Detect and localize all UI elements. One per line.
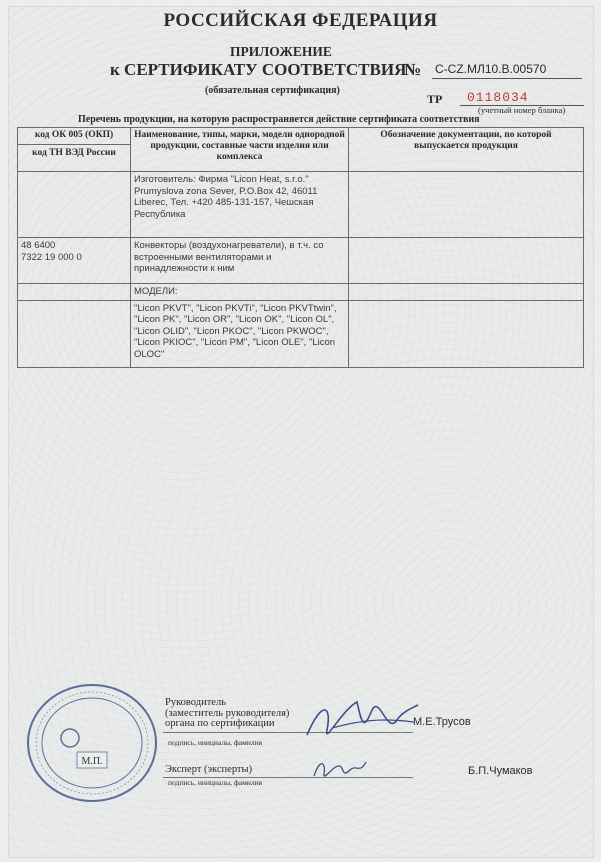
head-label-line-1: Руководитель (165, 697, 226, 708)
certificate-number: C-CZ.МЛ10.В.00570 (435, 62, 547, 76)
tnved-code: 7322 19 000 0 (21, 251, 82, 263)
head-signature-label (165, 698, 289, 730)
head-signature (302, 690, 422, 750)
product-description: Конвекторы (воздухонагреватели), в т.ч. со встроенными вентиляторами и принадлежности к ним (131, 238, 349, 284)
models-code-cell (18, 300, 131, 368)
documentation-header: Обозначение документации, по которой выпускается продукция (349, 128, 584, 172)
annex-title: ПРИЛОЖЕНИЕ (230, 44, 332, 59)
manufacturer-code-cell (18, 172, 131, 238)
expert-signature (310, 752, 370, 786)
okp-code-header: код ОК 005 (ОКП) (34, 130, 114, 140)
country-title: РОССИЙСКАЯ ФЕДЕРАЦИЯ (163, 10, 438, 31)
expert-name: Б.П.Чумаков (468, 765, 533, 777)
number-sign: № (404, 60, 422, 79)
okp-code: 48 6400 (21, 240, 56, 251)
head-name: М.Е.Трусов (413, 716, 471, 728)
expert-signature-hint: подпись, инициалы, фамилия (168, 778, 263, 787)
certificate-title: к СЕРТИФИКАТУ СООТВЕТСТВИЯ (110, 60, 407, 79)
certification-seal (22, 678, 162, 808)
mandatory-note: (обязательная сертификация) (205, 85, 340, 96)
models-list: "Licon PKVT", "Licon PKVTi", "Licon PKVTtwin", "Licon PK", "Licon OR", "Licon OK", "Licon OL", "Licon OLID", "Licon PKOC", "Licon PKWOC", "Licon PKIOC", "Licon PM", "Licon OLE", "Licon OLOC" (131, 300, 349, 368)
code-header-cell (18, 128, 131, 172)
manufacturer-info: Изготовитель: Фирма "Licon Heat, s.r.o." Prumyslova zona Sever, P.O.Box 42, 46011 Liberec, Тел. +420 485-131-157, Чешская Республика (131, 172, 349, 238)
expert-label: Эксперт (эксперты) (165, 764, 253, 775)
blank-number: 0118034 (467, 90, 529, 105)
blank-number-hint: (учетный номер бланка) (478, 105, 566, 115)
head-signature-hint: подпись, инициалы, фамилия (168, 738, 263, 747)
product-table (17, 127, 584, 368)
seal-mark: М.П. (81, 756, 103, 767)
models-label-code-cell (18, 284, 131, 301)
product-codes-cell (18, 238, 131, 284)
tnved-code-header: код ТН ВЭД России (18, 144, 130, 159)
manufacturer-docs-cell (349, 172, 584, 238)
models-label-docs-cell (349, 284, 584, 301)
product-name-header: Наименование, типы, марки, модели однородной продукции, составные части изделия или комплекса (131, 128, 349, 172)
list-heading: Перечень продукции, на которую распространяется действие сертификата соответствия (78, 114, 480, 125)
product-docs-cell (349, 238, 584, 284)
head-label-line-2: (заместитель руководителя) (165, 707, 290, 719)
tp-label: ТР (427, 92, 443, 106)
models-label: МОДЕЛИ: (131, 284, 349, 301)
head-label-line-3: органа по сертификации (165, 718, 275, 729)
models-docs-cell (349, 300, 584, 368)
certificate-number-underline (432, 78, 582, 79)
